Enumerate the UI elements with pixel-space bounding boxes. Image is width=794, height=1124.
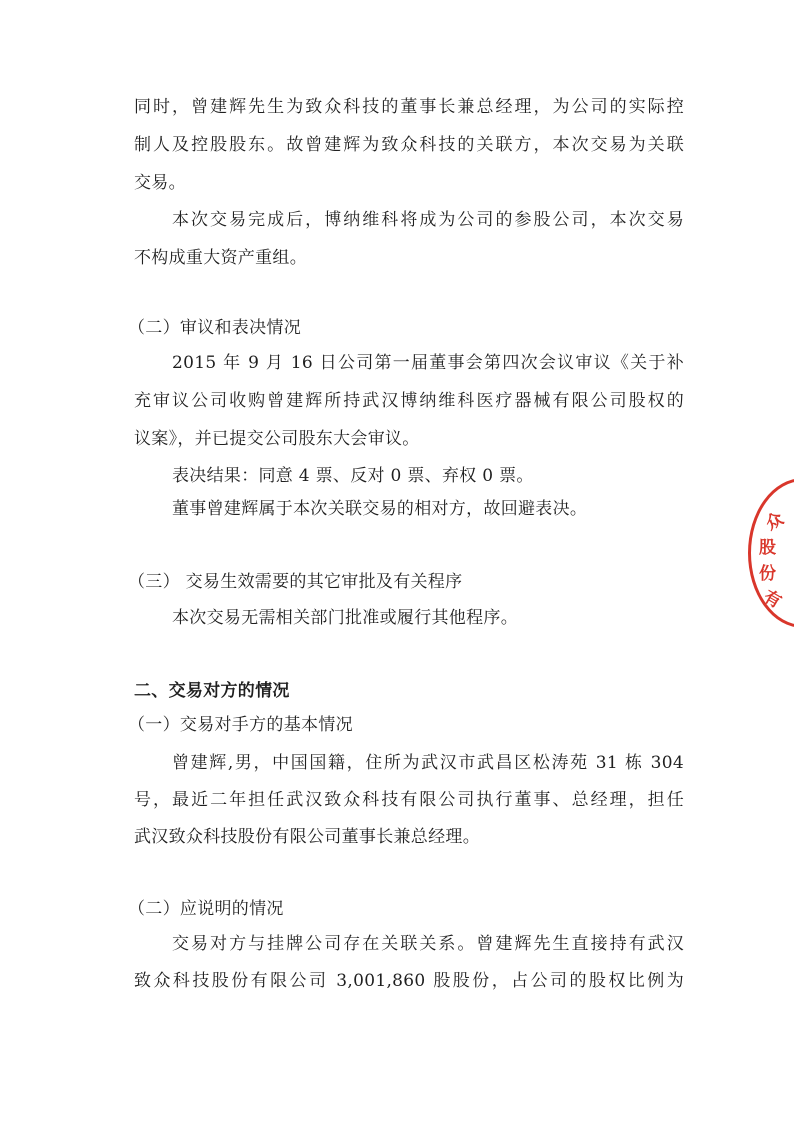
text-line-21: 致众科技股份有限公司 3,001,860 股股份，占公司的股权比例为 <box>134 971 684 991</box>
text-line-13: 本次交易无需相关部门批准或履行其他程序。 <box>172 608 518 628</box>
text-line-2: 制人及控股股东。故曾建辉为致众科技的关联方，本次交易为关联 <box>134 135 684 155</box>
text-line-7: 2015 年 9 月 16 日公司第一届董事会第四次会议审议《关于补 <box>172 353 684 373</box>
text-line-17: 号，最近二年担任武汉致众科技有限公司执行董事、总经理，担任 <box>134 790 684 810</box>
seal-char: 份 <box>759 564 776 584</box>
text-line-9: 议案》，并已提交公司股东大会审议。 <box>134 429 420 449</box>
seal-char: 股 <box>759 538 776 558</box>
text-line-5: 不构成重大资产重组。 <box>134 248 307 268</box>
text-line-4: 本次交易完成后，博纳维科将成为公司的参股公司，本次交易 <box>172 210 684 230</box>
section-heading-counterparty: 二、交易对方的情况 <box>134 681 290 701</box>
seal-char: 众 <box>762 508 788 535</box>
text-line-20: 交易对方与挂牌公司存在关联关系。曾建辉先生直接持有武汉 <box>172 934 684 954</box>
vote-result-line: 表决结果：同意 4 票、反对 0 票、弃权 0 票。 <box>172 466 534 486</box>
subsection-heading-explanation: （二）应说明的情况 <box>128 899 284 919</box>
text-line-1: 同时，曾建辉先生为致众科技的董事长兼总经理，为公司的实际控 <box>134 97 684 117</box>
company-seal <box>748 478 794 628</box>
text-line-16: 曾建辉,男，中国国籍，住所为武汉市武昌区松涛苑 31 栋 304 <box>172 753 684 773</box>
subsection-heading-basic-info: （一）交易对手方的基本情况 <box>128 715 353 735</box>
text-line-18: 武汉致众科技股份有限公司董事长兼总经理。 <box>134 827 480 847</box>
section-heading-approval: （三） 交易生效需要的其它审批及有关程序 <box>128 572 463 592</box>
text-line-3: 交易。 <box>134 173 186 193</box>
seal-char: 有 <box>759 586 785 613</box>
text-line-11: 董事曾建辉属于本次关联交易的相对方，故回避表决。 <box>172 499 588 519</box>
section-heading-review: （二）审议和表决情况 <box>128 318 301 338</box>
text-line-8: 充审议公司收购曾建辉所持武汉博纳维科医疗器械有限公司股权的 <box>134 391 684 411</box>
